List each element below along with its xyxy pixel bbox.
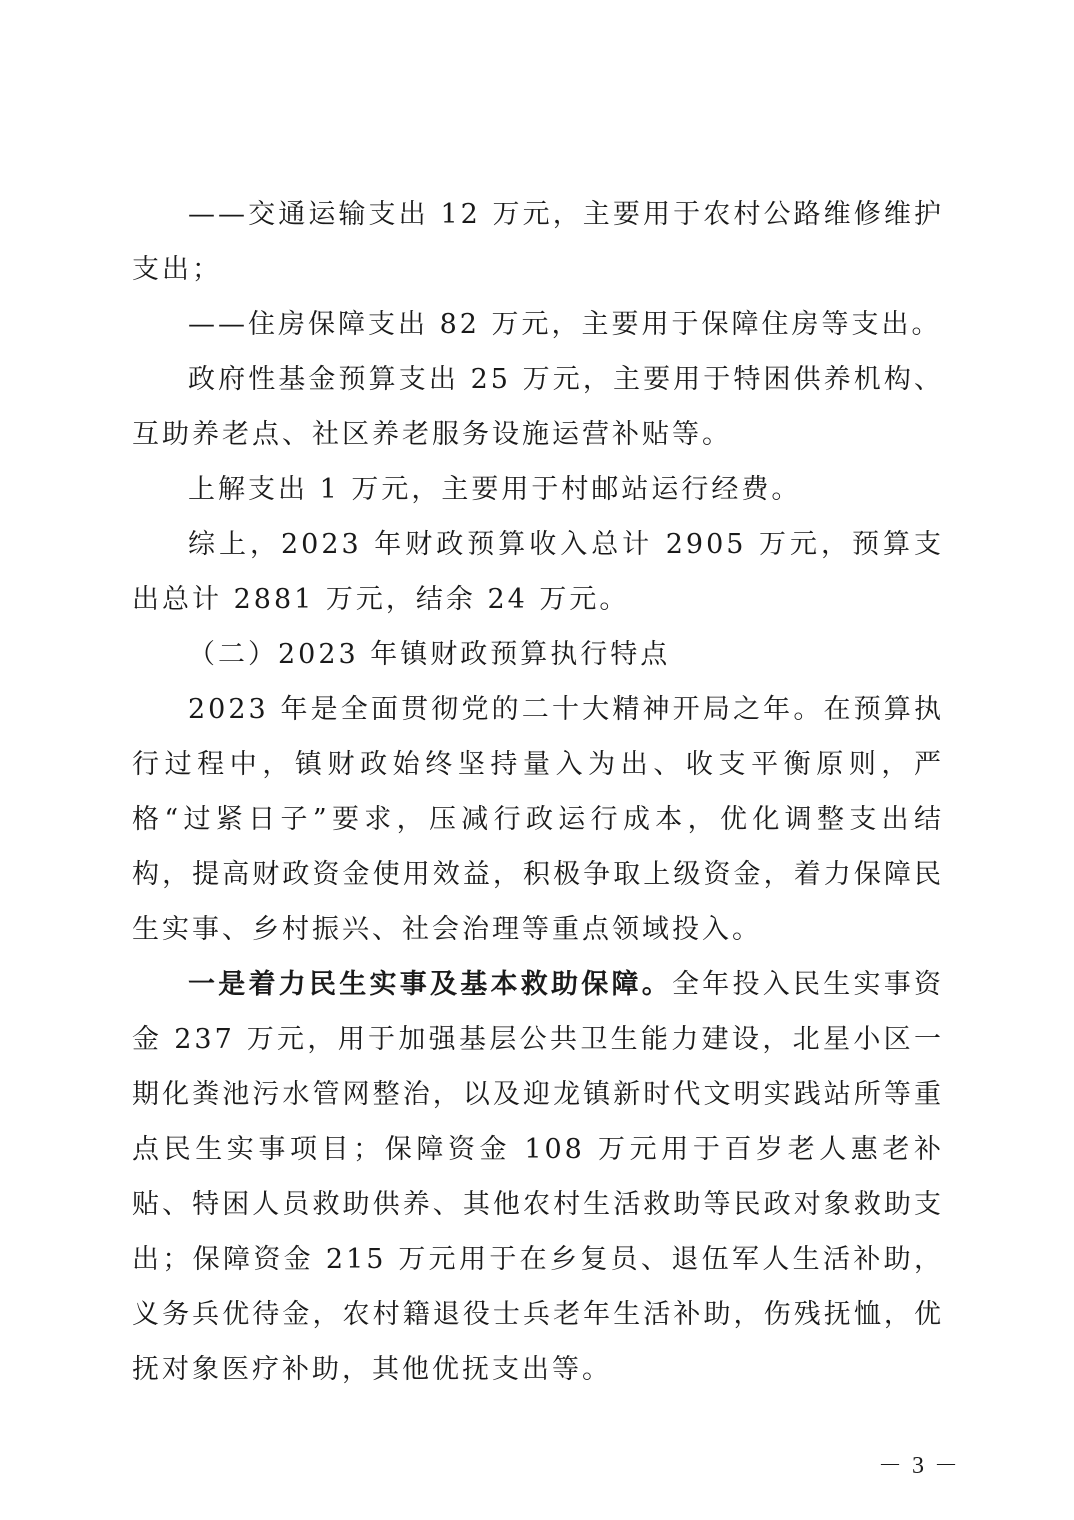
paragraph-summary: 综上，2023 年财政预算收入总计 2905 万元，预算支出总计 2881 万元，结余 24 万元。	[132, 529, 944, 615]
document-body	[132, 187, 944, 1397]
paragraph-livelihood-text: 全年投入民生实事资金 237 万元，用于加强基层公共卫生能力建设，北星小区一期化粪池污水管网整治，以及迎龙镇新时代文明实践站所等重点民生实事项目；保障资金 108 万元用于百岁老人惠老补贴、特困人员救助供养、其他农村生活救助等民政对象救助支出；保障资金 215 万元用于在乡复员、退伍军人生活补助，义务兵优待金，农村籍退役士兵老年生活补助，伤残抚恤，优抚对象医疗补助，其他优抚支出等。	[132, 969, 944, 1385]
section-heading: （二）2023 年镇财政预算执行特点	[188, 639, 671, 670]
paragraph-transport-expense: ——交通运输支出 12 万元，主要用于农村公路维修维护支出；	[132, 199, 944, 285]
paragraph-fund-budget-expense: 政府性基金预算支出 25 万元，主要用于特困供养机构、互助养老点、社区养老服务设施运营补贴等。	[132, 364, 944, 450]
paragraph-livelihood	[132, 957, 944, 1397]
paragraph-execution-overview: 2023 年是全面贯彻党的二十大精神开局之年。在预算执行过程中，镇财政始终坚持量入为出、收支平衡原则，严格“过紧日子”要求，压减行政运行成本，优化调整支出结构，提高财政资金使用效益，积极争取上级资金，着力保障民生实事、乡村振兴、社会治理等重点领域投入。	[132, 694, 944, 945]
paragraph-housing-expense: ——住房保障支出 82 万元，主要用于保障住房等支出。	[188, 309, 942, 340]
page-number: － 3 －	[878, 1453, 960, 1479]
paragraph-remittance-expense: 上解支出 1 万元，主要用于村邮站运行经费。	[188, 474, 802, 505]
paragraph-lead-bold: 一是着力民生实事及基本救助保障。	[188, 969, 672, 1000]
